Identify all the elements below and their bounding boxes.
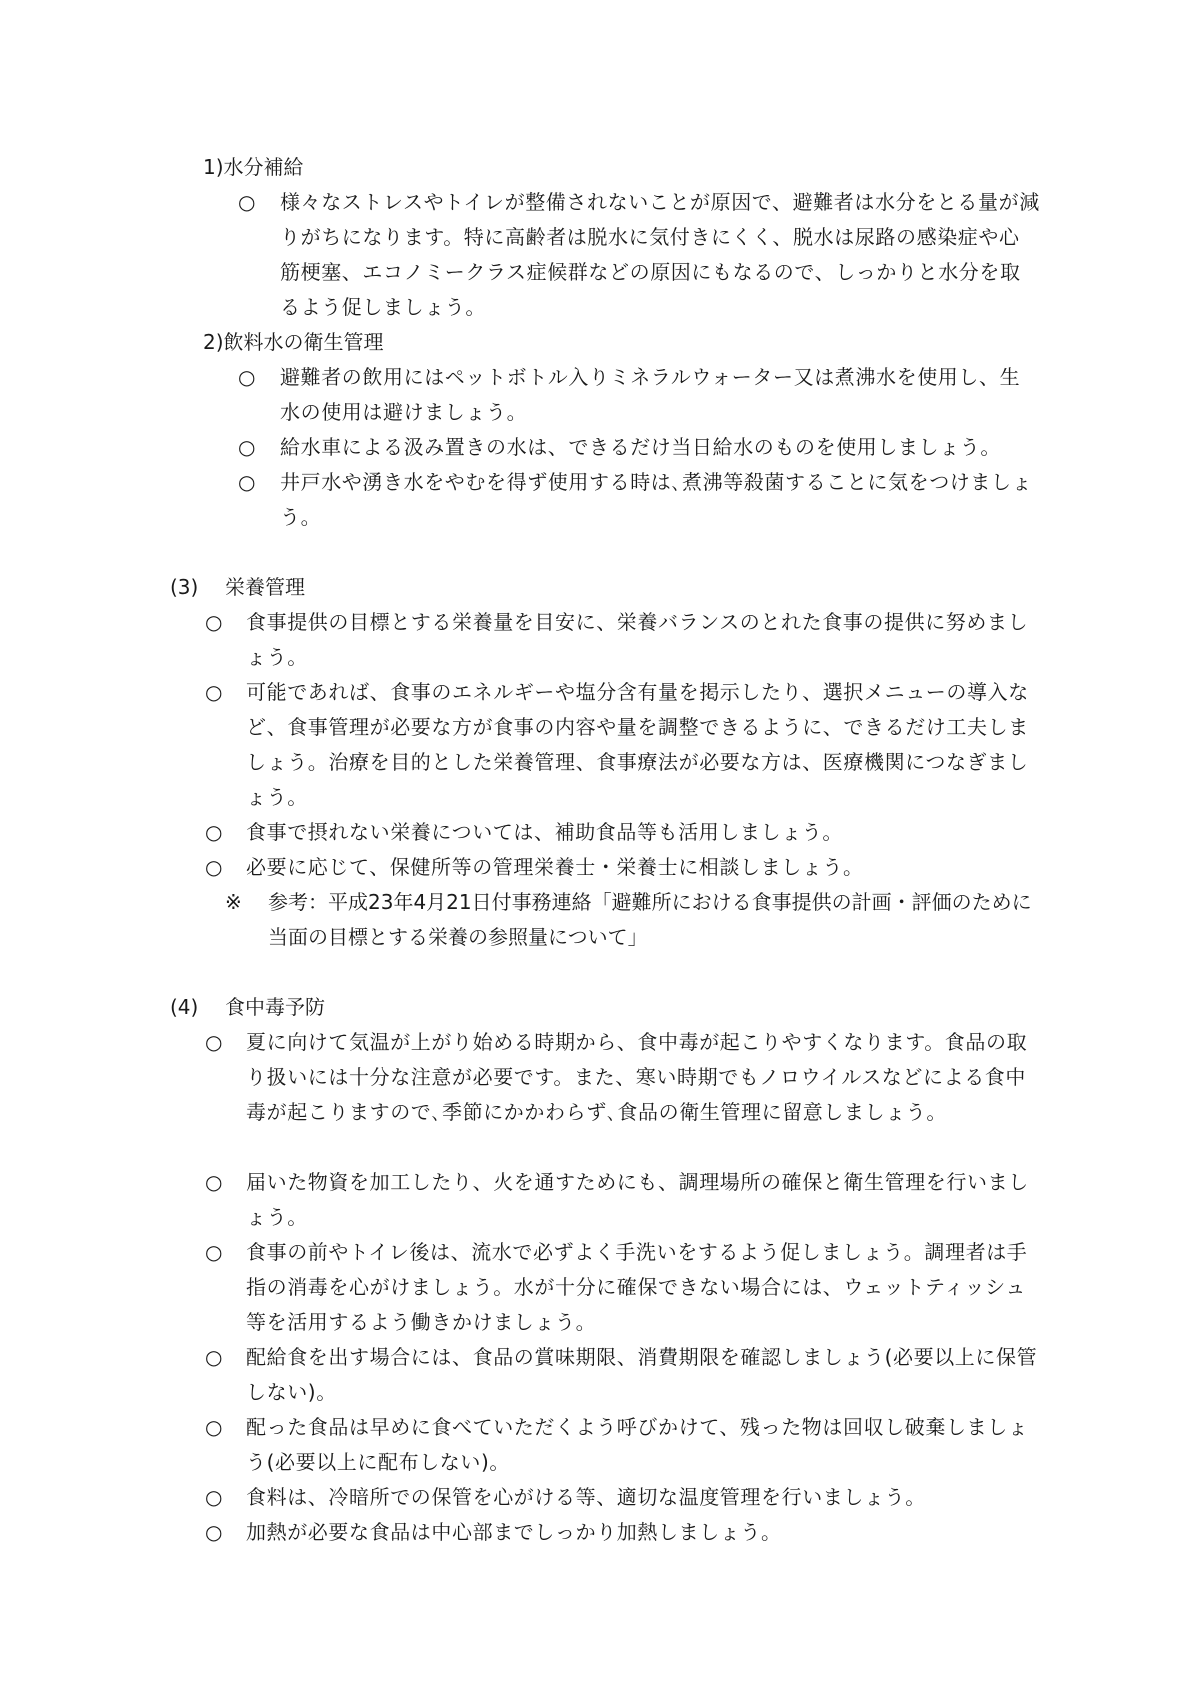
section-title-nutrition: 栄養管理 [225,575,305,599]
list-item: 届いた物資を加工したり、火を通すためにも、調理場所の確保と衛生管理を行いましょう。 [246,1170,1029,1229]
section-number: (4) [170,995,199,1019]
section-number: (3) [170,575,199,599]
list-item: 給水車による汲み置きの水は、できるだけ当日給水のものを使用しましょう。 [280,435,1001,459]
subsection-title-drinking-water: 2)飲料水の衛生管理 [203,330,384,354]
section-title-food-poisoning: 食中毒予防 [225,995,325,1019]
bullet: ○ [205,1170,223,1194]
list-item: 食事の前やトイレ後は、流水で必ずよく手洗いをするよう促しましょう。調理者は手指の消毒を心がけましょう。水が十分に確保できない場合には、ウェットティッシュ等を活用するよう働きかけましょう。 [246,1240,1028,1334]
bullet: ○ [238,365,256,389]
list-item: 避難者の飲用にはペットボトル入りミネラルウォーター又は煮沸水を使用し、生水の使用は避けましょう。 [280,365,1021,424]
bullet: ○ [205,680,223,704]
bullet: ○ [205,1030,223,1054]
list-item: 食料は、冷暗所での保管を心がける等、適切な温度管理を行いましょう。 [246,1485,926,1509]
bullet: ○ [205,1345,223,1369]
bullet: ○ [205,1240,223,1264]
bullet: ○ [205,1520,223,1544]
reference-note: 参考：平成23年4月21日付事務連絡「避難所における食事提供の計画・評価のために当面の目標とする栄養の参照量について」 [268,890,1032,949]
list-item: 可能であれば、食事のエネルギーや塩分含有量を掲示したり、選択メニューの導入など、食事管理が必要な方が食事の内容や量を調整できるように、できるだけ工夫しましょう。治療を目的とした栄養管理、食事療法が必要な方は、医療機関につなぎましょう。 [246,680,1029,809]
list-item: 井戸水や湧き水をやむを得ず使用する時は､煮沸等殺菌することに気をつけましょう。 [280,470,1033,529]
note-mark: ※ [225,890,242,914]
list-item: 食事で摂れない栄養については、補助食品等も活用しましょう。 [246,820,843,844]
bullet: ○ [205,820,223,844]
bullet: ○ [238,435,256,459]
bullet: ○ [205,610,223,634]
bullet: ○ [205,1415,223,1439]
list-item: 様々なストレスやトイレが整備されないことが原因で、避難者は水分をとる量が減りがちになります。特に高齢者は脱水に気付きにくく、脱水は尿路の感染症や心筋梗塞、エコノミークラス症候群などの原因にもなるので、しっかりと水分を取るよう促しましょう。 [280,190,1040,319]
list-item: 必要に応じて、保健所等の管理栄養士・栄養士に相談しましょう。 [246,855,864,879]
bullet: ○ [238,190,256,214]
bullet: ○ [238,470,256,494]
list-item: 配った食品は早めに食べていただくよう呼びかけて、残った物は回収し破棄しましょう(必要以上に配布しない)。 [246,1415,1029,1474]
bullet: ○ [205,1485,223,1509]
list-item: 食事提供の目標とする栄養量を目安に、栄養バランスのとれた食事の提供に努めましょう。 [246,610,1029,669]
list-item: 配給食を出す場合には、食品の賞味期限、消費期限を確認しましょう(必要以上に保管しない)。 [246,1345,1038,1404]
subsection-title-water: 1)水分補給 [203,155,304,179]
list-item: 加熱が必要な食品は中心部までしっかり加熱しましょう。 [246,1520,782,1544]
bullet: ○ [205,855,223,879]
list-item: 夏に向けて気温が上がり始める時期から、食中毒が起こりやすくなります。食品の取り扱いには十分な注意が必要です。また、寒い時期でもノロウイルスなどによる食中毒が起こりますので､季節にかかわらず､食品の衛生管理に留意しましょう。 [246,1030,1028,1124]
